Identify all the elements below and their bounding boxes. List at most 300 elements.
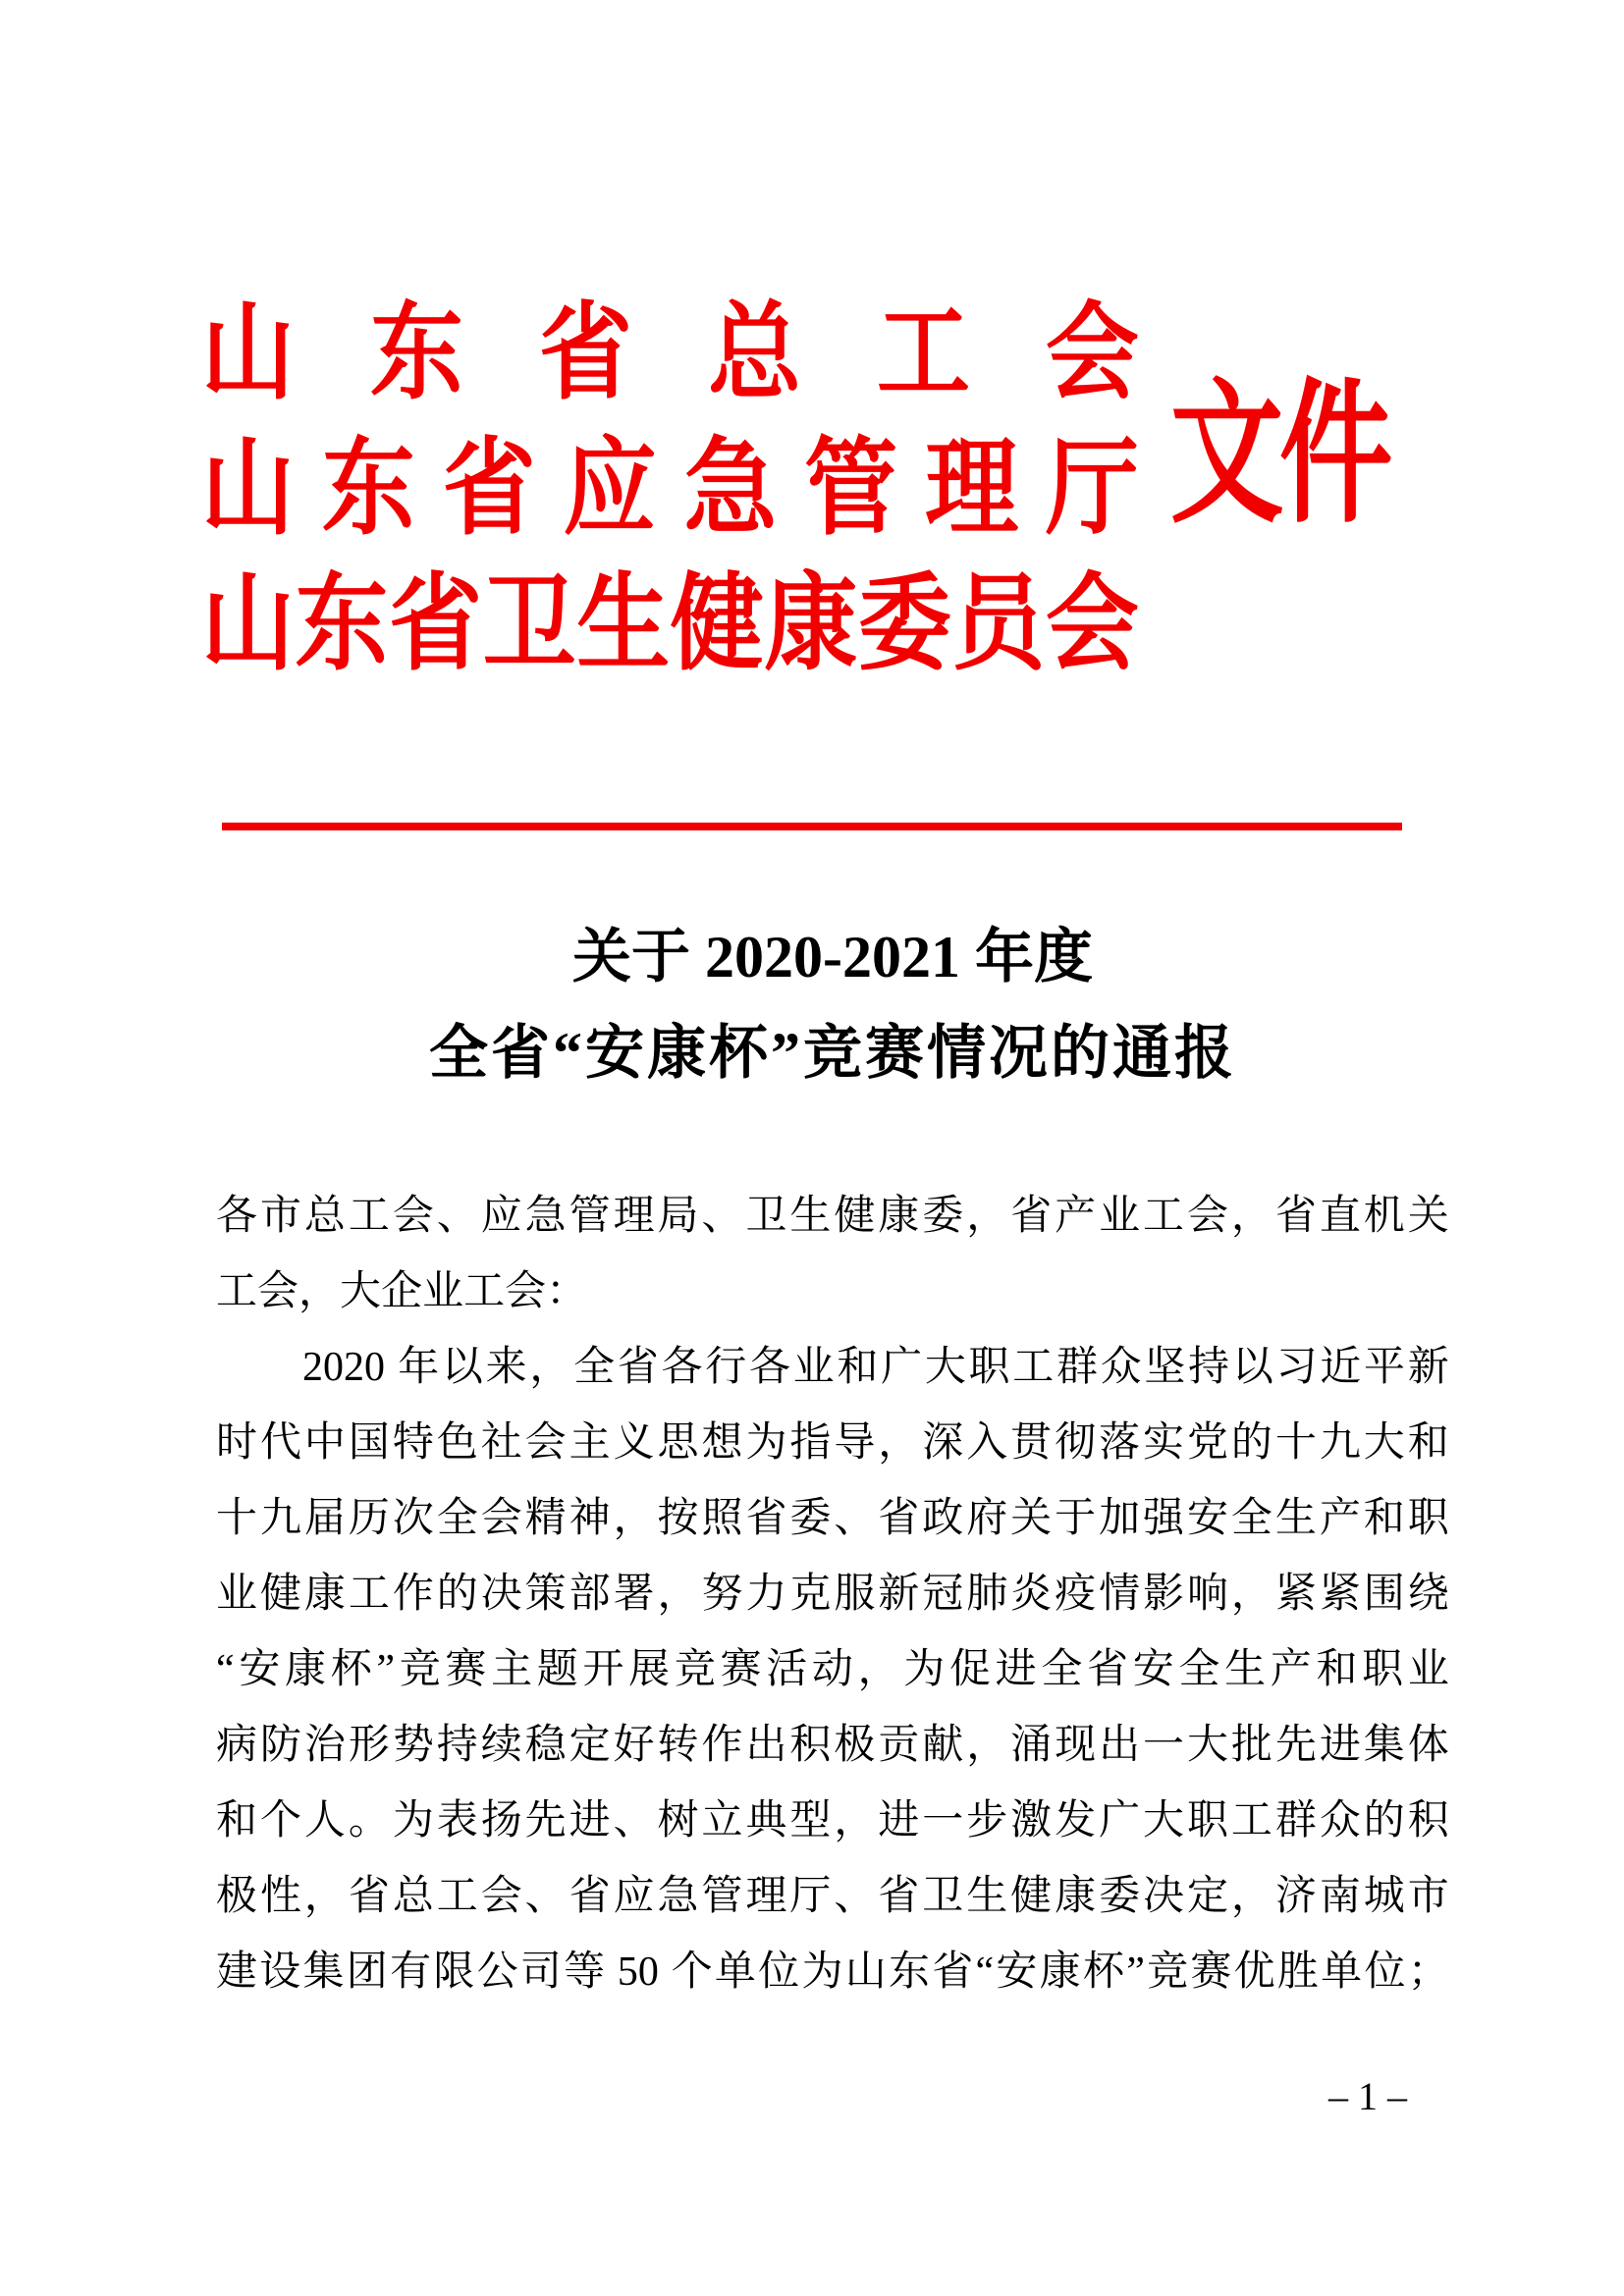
body-text-token: 促 <box>948 1646 991 1692</box>
body-text-token: 生 <box>1224 1646 1267 1692</box>
body-line <box>216 1707 1449 1783</box>
body-text-token: “ <box>975 1949 995 1995</box>
body-text-token: 职 <box>1407 1495 1449 1541</box>
body-text-token: 总 <box>303 1193 346 1239</box>
body-text-token: 工 <box>463 1268 506 1314</box>
body-text-token: 会 <box>257 1268 299 1314</box>
body-text-token: 扬 <box>480 1797 522 1843</box>
body-text-token: 策 <box>524 1571 567 1617</box>
body-text-token: 建 <box>216 1949 258 1995</box>
body-text-token: 的 <box>1230 1419 1272 1466</box>
body-text-token: 落 <box>1099 1419 1141 1466</box>
body-text-token: 十 <box>1274 1419 1317 1466</box>
body-text-token: 会 <box>505 1268 547 1314</box>
org-name-char: 省 <box>442 429 536 548</box>
body-text-token: 树 <box>657 1797 699 1843</box>
body-text-token: 位 <box>758 1949 800 1995</box>
body-text-token: 持 <box>1188 1344 1230 1390</box>
body-text-token: 产 <box>1319 1495 1361 1541</box>
body-text-token: 习 <box>1275 1344 1318 1390</box>
body-text-token: 发 <box>1055 1797 1097 1843</box>
body-text-token: 、 <box>613 1797 655 1843</box>
body-text-token: 积 <box>1407 1797 1449 1843</box>
body-text-token: 次 <box>392 1495 434 1541</box>
org-name-char: 东 <box>369 294 463 412</box>
org-name-char: 东 <box>321 429 415 548</box>
body-text-token: 市 <box>259 1193 301 1239</box>
body-text-token: 形 <box>348 1722 390 1768</box>
body-text-token: 安 <box>1186 1495 1228 1541</box>
body-text-token: 影 <box>1143 1571 1185 1617</box>
body-text-token: 会 <box>480 1873 522 1919</box>
body-text-token: 典 <box>745 1797 787 1843</box>
org-name-char: 管 <box>804 429 898 548</box>
body-text-token: 政 <box>922 1495 964 1541</box>
body-text-token: 步 <box>966 1797 1008 1843</box>
body-text-token: 冠 <box>922 1571 964 1617</box>
body-text-token: 省 <box>568 1873 611 1919</box>
body-text-token: 司 <box>519 1949 562 1995</box>
body-text-token: 会 <box>524 1419 567 1466</box>
body-text-token: 各 <box>661 1344 703 1390</box>
body-text-token: 思 <box>657 1419 699 1466</box>
body-text-token: 进 <box>568 1797 611 1843</box>
body-text-token: 出 <box>745 1722 787 1768</box>
body-text-token: 各 <box>748 1344 790 1390</box>
body-text-token: 加 <box>1099 1495 1141 1541</box>
body-text-token: 中 <box>303 1419 346 1466</box>
title-line-1: 关于 2020-2021 年度 <box>572 925 1093 989</box>
body-text-token: 按 <box>657 1495 699 1541</box>
body-text-token: 贯 <box>1010 1419 1053 1466</box>
body-text-token: 委 <box>922 1193 964 1239</box>
body-text-token: 职 <box>1186 1797 1228 1843</box>
body-text-token: 精 <box>524 1495 567 1541</box>
body-text-token: 防 <box>259 1722 301 1768</box>
body-text-token: 竞 <box>674 1646 716 1692</box>
org-name-char: 东 <box>295 564 389 683</box>
body-text-token: 续 <box>480 1722 522 1768</box>
body-text-token: 限 <box>433 1949 475 1995</box>
body-text-token: 强 <box>1143 1495 1185 1541</box>
body-text-token: 力 <box>745 1571 787 1617</box>
body-text-token: 贡 <box>878 1722 920 1768</box>
body-text-token: 情 <box>1099 1571 1141 1617</box>
body-text-token: 决 <box>480 1571 522 1617</box>
body-text-token: 出 <box>1099 1722 1141 1768</box>
org-name-char: 总 <box>707 294 801 412</box>
body-text-token: 紧 <box>1319 1571 1361 1617</box>
org-name-line <box>201 421 1139 557</box>
body-text-token: 和 <box>837 1344 879 1390</box>
body-text-token: 先 <box>1274 1722 1317 1768</box>
body-text-token: 业 <box>422 1268 464 1314</box>
body-text-token: 、 <box>524 1873 567 1919</box>
body-text-token: ， <box>1230 1873 1272 1919</box>
body-text-token: 围 <box>1363 1571 1405 1617</box>
body-text-token: 各 <box>216 1193 258 1239</box>
body-text-token: 新 <box>878 1571 920 1617</box>
body-text-token: 活 <box>766 1646 808 1692</box>
body-text-token: 照 <box>701 1495 743 1541</box>
org-name-char: 卫 <box>482 564 576 683</box>
body-text-token: 单 <box>714 1949 756 1995</box>
body-text-token: 为 <box>745 1419 787 1466</box>
body-text-token: 国 <box>348 1419 390 1466</box>
body-text-token: 全 <box>1230 1495 1272 1541</box>
body-text-token: 竞 <box>399 1646 441 1692</box>
body-text-token: 代 <box>259 1419 301 1466</box>
body-text-token: 市 <box>1407 1873 1449 1919</box>
body-text-token: 努 <box>701 1571 743 1617</box>
body-text-token: 的 <box>436 1571 478 1617</box>
body-text-token: 和 <box>1316 1646 1358 1692</box>
body-text-token: 病 <box>216 1722 258 1768</box>
body-text-token: 众 <box>1319 1797 1361 1843</box>
body-text-token: 先 <box>524 1797 567 1843</box>
body-text-token: 进 <box>1319 1722 1361 1768</box>
org-name-char: 委 <box>857 564 951 683</box>
body-text-token: 应 <box>480 1193 522 1239</box>
body-text-token: 现 <box>1055 1722 1097 1768</box>
body-text-token: 定 <box>1186 1873 1228 1919</box>
body-text-token: 体 <box>1407 1722 1449 1768</box>
body-text-token: 疫 <box>1055 1571 1097 1617</box>
body-text-token: 局 <box>657 1193 699 1239</box>
body-text-token: 特 <box>392 1419 434 1466</box>
body-text-token: 会 <box>480 1495 522 1541</box>
title-line-2: 全省“安康杯”竞赛情况的通报 <box>429 1021 1236 1086</box>
body-text-token: 。 <box>348 1797 390 1843</box>
body-text-token: 展 <box>628 1646 671 1692</box>
body-text-token: 产 <box>1055 1193 1097 1239</box>
body-text-token: 健 <box>834 1193 876 1239</box>
body-text-token: 党 <box>1186 1419 1228 1466</box>
body-text-token: ， <box>657 1571 699 1617</box>
body-text-token: 一 <box>922 1797 964 1843</box>
body-text-token: 厅 <box>789 1873 832 1919</box>
body-text-token: 业 <box>792 1344 835 1390</box>
org-name-char: 康 <box>764 564 858 683</box>
body-text-token: 总 <box>392 1873 434 1919</box>
body-text-token: 深 <box>922 1419 964 1466</box>
body-text-token: 杯 <box>1082 1949 1124 1995</box>
page-number: – 1 – <box>1328 2074 1407 2118</box>
org-name-char: 理 <box>925 429 1019 548</box>
body-text-token: 大 <box>1143 1797 1185 1843</box>
body-text-token: 表 <box>436 1797 478 1843</box>
org-name-char: 厅 <box>1045 429 1139 548</box>
body-text-token: 省 <box>348 1873 390 1919</box>
org-name-char: 员 <box>951 564 1046 683</box>
body-text-token: 届 <box>303 1495 346 1541</box>
body-text-token: 东 <box>888 1949 930 1995</box>
body-text-token: 克 <box>789 1571 832 1617</box>
body-text-token: 集 <box>302 1949 345 1995</box>
body-text-token: 署 <box>613 1571 655 1617</box>
body-line <box>216 1405 1449 1480</box>
body-text-token: 健 <box>259 1571 301 1617</box>
body-text-token: 工 <box>1230 1797 1272 1843</box>
body-text-token: 时 <box>216 1419 258 1466</box>
body-text-token: ， <box>857 1646 899 1692</box>
body-line <box>216 1556 1449 1631</box>
body-text-token: 平 <box>1364 1344 1406 1390</box>
body-text-token: 作 <box>392 1571 434 1617</box>
body-text-token: 50 <box>607 1949 670 1995</box>
body-line <box>216 1254 1449 1329</box>
body-text-token: 等 <box>564 1949 606 1995</box>
org-name-char: 会 <box>1045 294 1139 412</box>
body-text-token: 批 <box>1230 1722 1272 1768</box>
org-name-char: 应 <box>563 429 657 548</box>
body-text-token: ， <box>529 1344 571 1390</box>
body-text-token: 、 <box>834 1495 876 1541</box>
body-text-token: 开 <box>582 1646 624 1692</box>
body-text-token: 单 <box>1321 1949 1363 1995</box>
body-text-token: 、 <box>701 1193 743 1239</box>
org-name-char: 山 <box>201 564 296 683</box>
body-text-token: 新 <box>1407 1344 1449 1390</box>
body-text-token: 全 <box>1178 1646 1220 1692</box>
body-text-token: 历 <box>348 1495 390 1541</box>
body-text-token: “ <box>216 1646 235 1692</box>
body-text-token: 入 <box>966 1419 1008 1466</box>
body-text-token: 治 <box>303 1722 346 1768</box>
body-text-token: 指 <box>789 1419 832 1466</box>
body-text-token: 义 <box>613 1419 655 1466</box>
body-text-token: 年 <box>398 1344 440 1390</box>
body-text-token: 职 <box>968 1344 1010 1390</box>
body-text-token: 行 <box>705 1344 747 1390</box>
red-divider-line <box>222 823 1402 830</box>
body-text-token: 理 <box>745 1873 787 1919</box>
body-text-token: 生 <box>966 1873 1008 1919</box>
body-line <box>216 1480 1449 1556</box>
body-text-token: 紧 <box>1274 1571 1317 1617</box>
body-text-token: 委 <box>789 1495 832 1541</box>
body-text-token: 企 <box>381 1268 423 1314</box>
body-text-token: 的 <box>1363 1797 1405 1843</box>
body-text-token: ， <box>1230 1571 1272 1617</box>
body-text-token: 济 <box>1274 1873 1317 1919</box>
body-text-token: ， <box>1230 1193 1272 1239</box>
body-text-token: 府 <box>966 1495 1008 1541</box>
body-text-token: 位 <box>1364 1949 1406 1995</box>
body-text-token: 会 <box>392 1193 434 1239</box>
body-text-token: 有 <box>390 1949 432 1995</box>
org-name-char: 健 <box>670 564 764 683</box>
body-text-token: 为 <box>392 1797 434 1843</box>
body-text-token: 公 <box>476 1949 518 1995</box>
body-text-token: 竞 <box>1147 1949 1189 1995</box>
body-text-token: 部 <box>568 1571 611 1617</box>
body-text-token: 人 <box>303 1797 346 1843</box>
body-text-token: 康 <box>1055 1873 1097 1919</box>
body-text-token: 管 <box>701 1873 743 1919</box>
body-text-token: 九 <box>259 1495 301 1541</box>
body-text-token: 卫 <box>922 1873 964 1919</box>
body-text-token: 杯 <box>330 1646 372 1692</box>
body-text-token: ， <box>298 1268 341 1314</box>
body-text-token: 大 <box>924 1344 966 1390</box>
body-text-token: 赛 <box>720 1646 762 1692</box>
org-name-char: 生 <box>576 564 671 683</box>
body-text-token: 一 <box>1143 1722 1185 1768</box>
body-text-token: 社 <box>480 1419 522 1466</box>
body-text-token: 激 <box>1010 1797 1053 1843</box>
body-text-token: 稳 <box>524 1722 567 1768</box>
body-text-token: 极 <box>834 1722 876 1768</box>
org-name-line <box>201 286 1139 421</box>
body-text-token: 转 <box>657 1722 699 1768</box>
body-text-token: 炎 <box>1010 1571 1053 1617</box>
body-text-token: 大 <box>1363 1419 1405 1466</box>
body-text-token: 工 <box>348 1571 390 1617</box>
body-text-token: 卫 <box>745 1193 787 1239</box>
body-text-token: 南 <box>1319 1873 1361 1919</box>
body-text-token: 会 <box>1186 1193 1228 1239</box>
body-text-token: 康 <box>878 1193 920 1239</box>
body-text-token: 导 <box>834 1419 876 1466</box>
body-text-token: 工 <box>216 1268 258 1314</box>
body-text-token: 广 <box>1099 1797 1141 1843</box>
org-name-char: 省 <box>389 564 483 683</box>
body-text-token: ， <box>303 1873 346 1919</box>
body-text-token: ， <box>878 1419 920 1466</box>
body-text-token: 九 <box>1319 1419 1361 1466</box>
body-text-token: 团 <box>346 1949 388 1995</box>
body-text-token: 好 <box>613 1722 655 1768</box>
body-text-token: 主 <box>568 1419 611 1466</box>
body-text-token: 彻 <box>1055 1419 1097 1466</box>
body-text-token: 涌 <box>1010 1722 1053 1768</box>
body-text-token: 进 <box>878 1797 920 1843</box>
body-line <box>216 1783 1449 1858</box>
body-text-token: 应 <box>613 1873 655 1919</box>
org-name-char: 山 <box>201 429 296 548</box>
body-text-token: 管 <box>568 1193 611 1239</box>
body-text-token: 2020 <box>302 1344 396 1390</box>
body-text-token: 服 <box>834 1571 876 1617</box>
body-text-token: 想 <box>701 1419 743 1466</box>
body-line <box>216 1858 1449 1934</box>
letterhead-org-names <box>201 286 1139 692</box>
body-text-token: 群 <box>1274 1797 1317 1843</box>
body-text-token: 康 <box>1039 1949 1081 1995</box>
body-text-token: 动 <box>811 1646 853 1692</box>
document-title <box>216 909 1449 1101</box>
body-text-token: 个 <box>671 1949 713 1995</box>
body-text-token: 急 <box>524 1193 567 1239</box>
body-text-token: 省 <box>1274 1193 1317 1239</box>
body-text-token: 进 <box>995 1646 1037 1692</box>
body-text-token: 机 <box>1363 1193 1405 1239</box>
body-text-token: 和 <box>1407 1419 1449 1466</box>
body-text-token: 为 <box>801 1949 843 1995</box>
body-text-token: ， <box>966 1722 1008 1768</box>
body-line <box>216 1631 1449 1707</box>
body-text-token: 绕 <box>1407 1571 1449 1617</box>
body-text-token: ， <box>834 1797 876 1843</box>
body-text-token: 集 <box>1363 1722 1405 1768</box>
body-text-token: 近 <box>1320 1344 1362 1390</box>
body-text-token: 委 <box>1099 1873 1141 1919</box>
body-line <box>216 1934 1449 2009</box>
body-text-token: 省 <box>932 1949 974 1995</box>
body-text-token: 主 <box>491 1646 533 1692</box>
body-text-token: 大 <box>340 1268 382 1314</box>
body-text-token: 赛 <box>445 1646 487 1692</box>
body-text-token: 势 <box>392 1722 434 1768</box>
body-text-token: 肺 <box>966 1571 1008 1617</box>
body-text-token: 作 <box>701 1722 743 1768</box>
body-text-token: 全 <box>573 1344 616 1390</box>
body-text-token: 和 <box>1363 1495 1405 1541</box>
body-text-token: 业 <box>1099 1193 1141 1239</box>
body-text-token: 实 <box>1143 1419 1185 1466</box>
body-text-token: 、 <box>436 1193 478 1239</box>
body-text-token: ， <box>966 1193 1008 1239</box>
body-text-token: 赛 <box>1190 1949 1232 1995</box>
body-text-token: 神 <box>568 1495 611 1541</box>
body-text-token: 题 <box>536 1646 578 1692</box>
body-text-token: 关 <box>1407 1193 1449 1239</box>
body-text-token: 理 <box>613 1193 655 1239</box>
body-text-token: 省 <box>617 1344 659 1390</box>
body-text-token: 产 <box>1270 1646 1312 1692</box>
document-body <box>216 1178 1449 2009</box>
body-text-token: 省 <box>1010 1193 1053 1239</box>
body-text-token: 省 <box>745 1495 787 1541</box>
body-text-token: 色 <box>436 1419 478 1466</box>
body-text-token: 和 <box>216 1797 258 1843</box>
body-text-token: 定 <box>568 1722 611 1768</box>
body-text-token: 工 <box>1143 1193 1185 1239</box>
body-text-token: 健 <box>1010 1873 1053 1919</box>
body-text-token: 省 <box>1087 1646 1129 1692</box>
body-text-token: 型 <box>789 1797 832 1843</box>
body-text-token: ” <box>1126 1949 1145 1995</box>
body-text-token: 来 <box>485 1344 527 1390</box>
body-text-token: 优 <box>1233 1949 1275 1995</box>
body-text-token: 为 <box>903 1646 946 1692</box>
body-text-token: 全 <box>1041 1646 1083 1692</box>
body-text-token: ： <box>546 1268 588 1314</box>
body-text-token: 省 <box>878 1495 920 1541</box>
body-text-token: 、 <box>834 1873 876 1919</box>
body-text-token: 急 <box>657 1873 699 1919</box>
body-text-token: 以 <box>441 1344 483 1390</box>
body-text-token: 关 <box>1010 1495 1053 1541</box>
body-line <box>216 1329 1449 1405</box>
org-name-char: 急 <box>683 429 778 548</box>
body-text-token: 献 <box>922 1722 964 1768</box>
body-text-token: 个 <box>259 1797 301 1843</box>
body-text-token: 康 <box>303 1571 346 1617</box>
body-text-token: 决 <box>1143 1873 1185 1919</box>
body-text-token: 设 <box>259 1949 301 1995</box>
body-text-token: 业 <box>1407 1646 1449 1692</box>
org-name-char: 省 <box>538 294 632 412</box>
body-text-token: 工 <box>1012 1344 1055 1390</box>
body-text-token: 立 <box>701 1797 743 1843</box>
body-text-token: 以 <box>1231 1344 1273 1390</box>
body-text-token: 康 <box>285 1646 327 1692</box>
body-text-token: 极 <box>216 1873 258 1919</box>
body-text-token: ， <box>613 1495 655 1541</box>
org-name-line <box>201 557 1139 692</box>
